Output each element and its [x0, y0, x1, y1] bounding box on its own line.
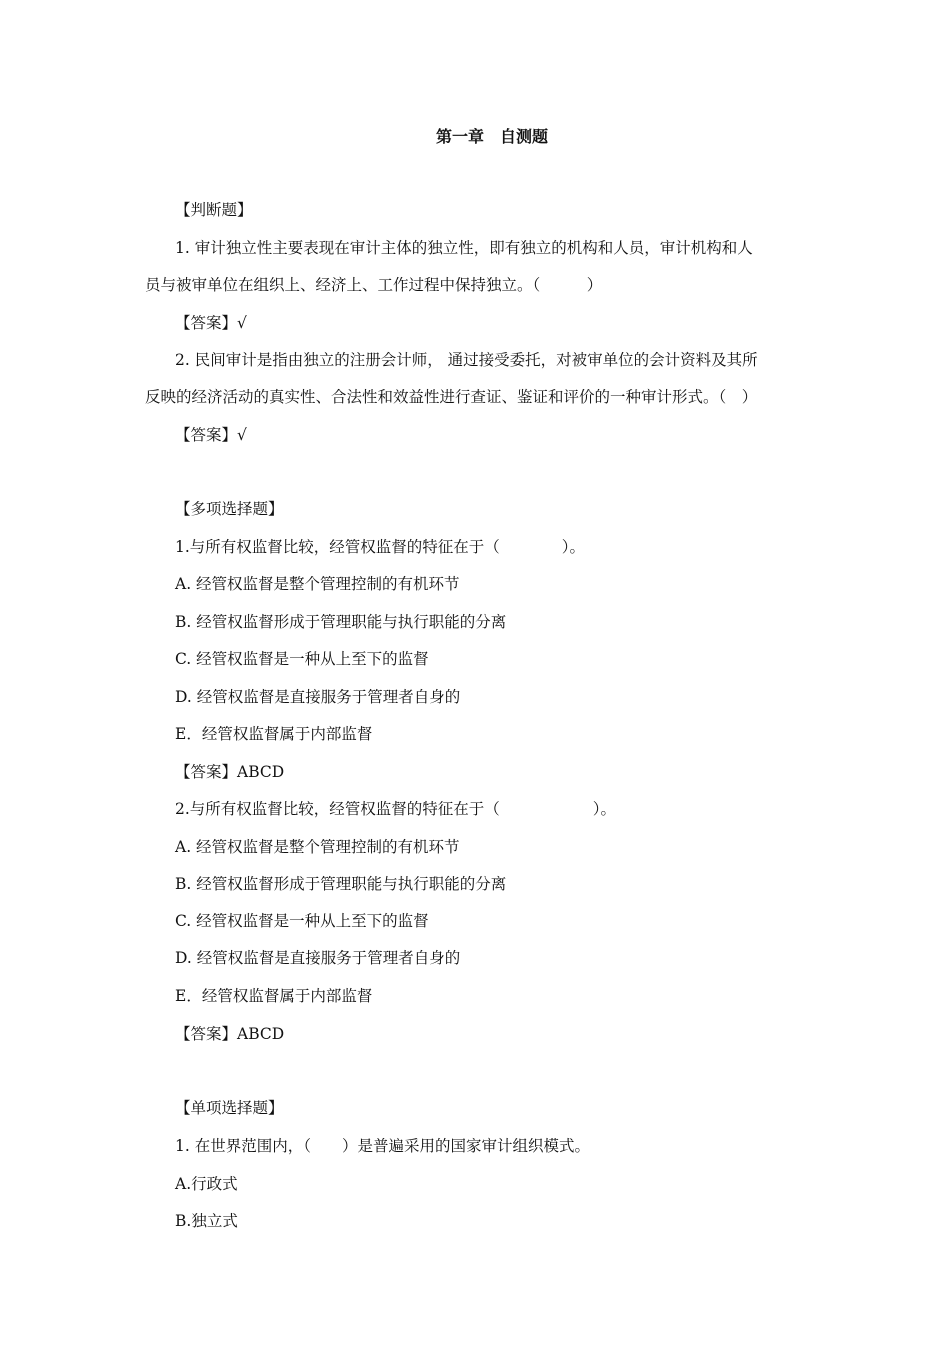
- judgment-q2-line1: 2. 民间审计是指由独立的注册会计师， 通过接受委托，对被审单位的会计资料及其所: [175, 351, 758, 369]
- multiple-q2-option-b: B. 经管权监督形成于管理职能与执行职能的分离: [175, 875, 507, 893]
- single-q1-option-a: A.行政式: [175, 1175, 238, 1193]
- section-heading-multiple: 【多项选择题】: [175, 500, 284, 518]
- multiple-q2-option-e: E．经管权监督属于内部监督: [175, 987, 373, 1005]
- single-q1-stem: 1. 在世界范围内，（ ）是普遍采用的国家审计组织模式。: [175, 1137, 590, 1155]
- document-title: 第一章 自测题: [435, 127, 548, 146]
- single-q1-option-b: B.独立式: [175, 1212, 238, 1230]
- multiple-q2-option-c: C. 经管权监督是一种从上至下的监督: [175, 912, 429, 930]
- multiple-q2-stem: 2.与所有权监督比较，经管权监督的特征在于（ ）。: [175, 800, 617, 818]
- judgment-q2-answer: 【答案】√: [175, 426, 247, 444]
- judgment-q2-line2: 反映的经济活动的真实性、合法性和效益性进行查证、鉴证和评价的一种审计形式。（ ）: [145, 388, 758, 406]
- multiple-q1-option-e: E．经管权监督属于内部监督: [175, 725, 373, 743]
- multiple-q1-option-d: D. 经管权监督是直接服务于管理者自身的: [175, 688, 461, 706]
- section-heading-single: 【单项选择题】: [175, 1099, 284, 1117]
- judgment-q1-answer: 【答案】√: [175, 314, 247, 332]
- judgment-q1-line1: 1. 审计独立性主要表现在审计主体的独立性，即有独立的机构和人员，审计机构和人: [175, 239, 753, 257]
- multiple-q1-stem: 1.与所有权监督比较，经管权监督的特征在于（ ）。: [175, 538, 586, 556]
- multiple-q1-answer: 【答案】ABCD: [175, 763, 285, 781]
- multiple-q1-option-a: A. 经管权监督是整个管理控制的有机环节: [175, 575, 460, 593]
- multiple-q2-option-d: D. 经管权监督是直接服务于管理者自身的: [175, 949, 461, 967]
- multiple-q1-option-b: B. 经管权监督形成于管理职能与执行职能的分离: [175, 613, 507, 631]
- judgment-q1-line2: 员与被审单位在组织上、经济上、工作过程中保持独立。（ ）: [145, 276, 603, 294]
- section-heading-judgment: 【判断题】: [175, 201, 253, 219]
- multiple-q1-option-c: C. 经管权监督是一种从上至下的监督: [175, 650, 429, 668]
- multiple-q2-answer: 【答案】ABCD: [175, 1025, 285, 1043]
- multiple-q2-option-a: A. 经管权监督是整个管理控制的有机环节: [175, 838, 460, 856]
